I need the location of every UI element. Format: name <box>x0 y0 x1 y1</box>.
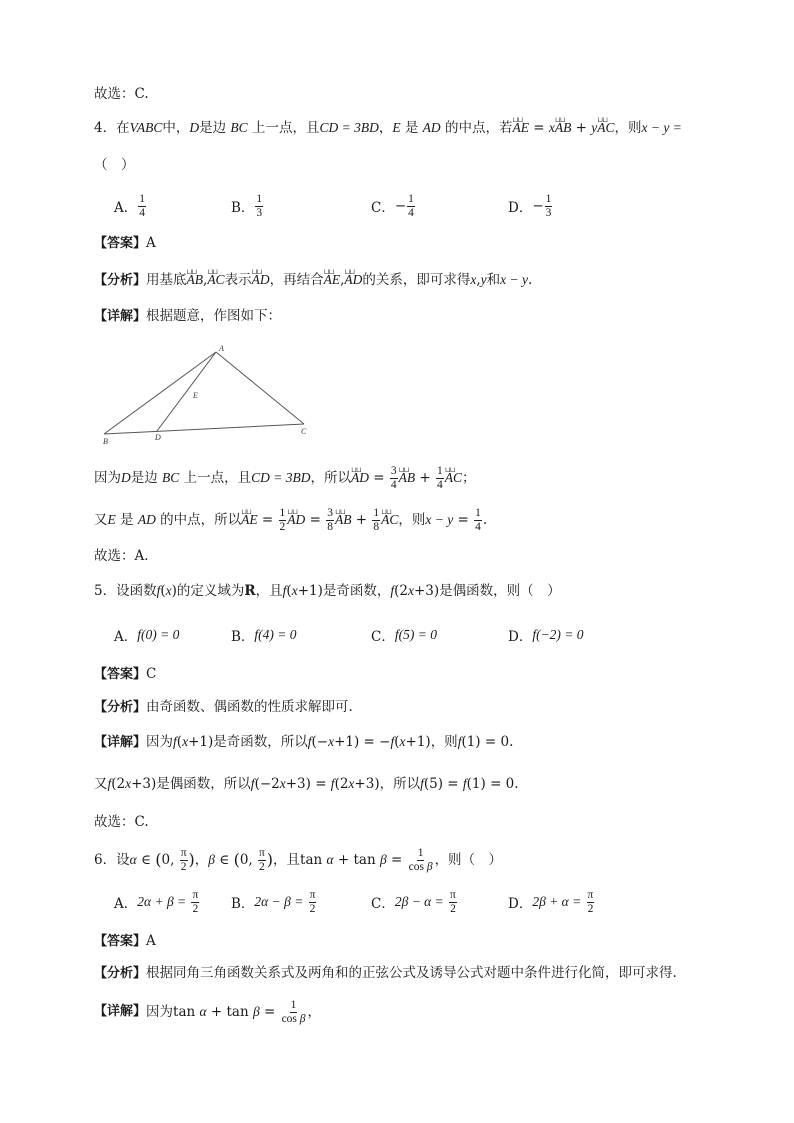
triangle-name: VABC <box>129 120 163 135</box>
q5-stem-text: ，且 <box>255 583 283 599</box>
q4-paren: （ ） <box>94 157 135 173</box>
label-a: A <box>219 344 224 353</box>
segment-ad <box>157 352 216 431</box>
q3-conclusion: 故选：C. <box>94 86 149 102</box>
option-letter: B． <box>231 200 255 216</box>
option-letter: B． <box>231 896 255 912</box>
q4-option-d <box>508 188 553 224</box>
q4-stem-text: ，则 <box>614 120 642 136</box>
q4-stem-text: 是 <box>404 120 419 136</box>
numerator: 1 <box>408 192 414 205</box>
label-b: B <box>103 437 108 446</box>
denominator: 3 <box>545 206 552 219</box>
q6-stem-text: ， <box>194 852 209 868</box>
option-expr: f(0) = 0 <box>137 627 180 642</box>
option-sign: − <box>532 198 544 214</box>
option-letter: B． <box>231 629 255 645</box>
edge-bc <box>104 424 304 434</box>
analysis-text: 表示 <box>224 272 252 288</box>
domain-r: R <box>244 583 256 599</box>
q4-option-b <box>231 188 264 224</box>
edge-ac <box>216 352 304 424</box>
answer-label: 【答案】 <box>94 934 147 949</box>
q4-conclusion: 故选：A. <box>94 548 149 564</box>
analysis-text: 由奇函数、偶函数的性质求解即可. <box>146 699 353 715</box>
detail-text: 的中点，所以 <box>160 512 242 528</box>
fraction <box>545 193 553 220</box>
q5-answer <box>94 664 156 685</box>
q4-stem-text: ， <box>378 120 393 136</box>
triangle-figure <box>94 340 324 450</box>
option-letter: C． <box>371 200 395 216</box>
q4-stem-text: 在 <box>116 120 130 136</box>
detail-text: 上一点，且 <box>183 470 252 486</box>
option-letter: A． <box>114 200 138 216</box>
answer-value: A <box>146 933 156 949</box>
q5-stem-text: 是偶函数，则（ ） <box>439 583 561 599</box>
edge-ba <box>104 352 216 434</box>
label-d: D <box>155 433 161 442</box>
q5-stem: 5．设函数f(x)的定义域为R，且f(x+1)是奇函数，f(2x+3)是偶函数，则（ ） <box>94 583 561 599</box>
option-letter: C． <box>371 896 395 912</box>
condition-cd: CD = 3BD <box>319 120 379 135</box>
var-d: D <box>189 120 200 135</box>
q4-detail <box>94 306 281 327</box>
q6-detail: 【详解】 因为 tan α + tan β = $\frac{1}{\text{cos β}}$ ， <box>94 998 322 1025</box>
numerator: 1 <box>545 192 552 205</box>
q4-number: 4． <box>94 120 117 136</box>
numerator: 1 <box>139 192 145 205</box>
q6-option-a: A． 2α + β = $\frac{\pi}{2}$ <box>114 888 199 915</box>
detail-text: 根据题意，作图如下： <box>146 308 282 324</box>
q4-option-a <box>114 188 147 224</box>
option-expr: f(−2) = 0 <box>532 627 584 642</box>
q4-answer <box>94 233 156 254</box>
detail-text: 是边 <box>130 470 158 486</box>
q6-option-b: B． 2α − β = $\frac{\pi}{2}$ <box>231 888 316 915</box>
fraction <box>255 193 263 220</box>
q5-stem-text: 的定义域为 <box>176 583 245 599</box>
answer-value: A <box>146 235 156 251</box>
detail-text: . <box>514 776 519 792</box>
detail-text: 是偶函数，所以 <box>156 776 251 792</box>
q6-number: 6． <box>94 852 117 868</box>
q6-stem-text: ，且 <box>273 852 301 868</box>
fraction <box>407 193 415 220</box>
answer-label: 【答案】 <box>94 667 147 682</box>
detail-text: 是奇函数，所以 <box>213 734 308 750</box>
option-expr: 2β − α = <box>394 894 444 909</box>
answer-label: 【答案】 <box>94 236 147 251</box>
q6-option-c: C． 2β − α = $\frac{\pi}{2}$ <box>371 888 456 915</box>
analysis-text: . <box>528 272 533 288</box>
q5-detail-line2: 又f(2x+3)是偶函数，所以f(−2x+3) = f(2x+3)，所以f(5) = f(1) = 0. <box>94 776 519 792</box>
q4-analysis: 【分析】用基底⊔⊔ AB,⊔⊔ AC表示⊔⊔ AD，再结合⊔⊔ AE,⊔⊔ AD的关系，即可求得x,y和x − y. <box>94 270 532 291</box>
detail-label: 【详解】 <box>94 309 147 324</box>
detail-label: 【详解】 <box>94 1004 147 1019</box>
q4-detail-line2: 又 E 是 AD 的中点，所以 ⊔⊔ AE = $\frac{1}{2}$ ⊔⊔ AD = $\frac{3}{8}$ ⊔⊔ AB + $\frac{1}{8}$ ⊔⊔ AC ，则 x − y = $\frac{1}{4}$ . <box>94 502 487 538</box>
option-expr: 2α − β = <box>254 894 304 909</box>
detail-label: 【详解】 <box>94 735 147 750</box>
q6-options <box>94 884 734 920</box>
detail-text: ，所以 <box>310 470 351 486</box>
analysis-text: 根据同角三角函数关系式及两角和的正弦公式及诱导公式对题中条件进行化简，即可求得. <box>146 965 677 981</box>
q4-stem-text: 上一点，且 <box>251 120 320 136</box>
analysis-text: ，再结合 <box>269 272 324 288</box>
option-letter: C． <box>371 629 395 645</box>
option-expr: f(5) = 0 <box>394 627 437 642</box>
detail-text: . <box>482 512 488 528</box>
detail-text: 又 <box>94 776 108 792</box>
q5-option-d <box>508 617 584 653</box>
var-bc: BC <box>230 120 248 135</box>
q4-detail-line1: 因为 D 是边 BC 上一点，且 CD = 3BD ，所以 ⊔⊔ AD = $\frac{3}{4}$ ⊔⊔ AB + $\frac{1}{4}$ ⊔⊔ AC ； <box>94 460 476 496</box>
q4-option-c <box>371 188 416 224</box>
q6-stem-text: ，则（ ） <box>434 852 503 868</box>
detail-text: 因为 <box>94 470 121 486</box>
answer-value: C <box>146 666 157 682</box>
q5-number: 5． <box>94 583 117 599</box>
analysis-label: 【分析】 <box>94 273 147 288</box>
q5-conclusion: 故选：C. <box>94 814 149 830</box>
detail-text: ，则 <box>398 512 426 528</box>
detail-text: 因为 <box>146 1004 174 1020</box>
detail-text: ，所以 <box>379 776 421 792</box>
q4-stem <box>94 118 682 138</box>
q5-option-a <box>114 617 179 653</box>
analysis-label: 【分析】 <box>94 966 147 981</box>
q5-detail: 【详解】因为f(x+1)是奇函数，所以f(−x+1) = −f(x+1)，则f(1) = 0. <box>94 734 514 750</box>
detail-text: ，则 <box>430 734 458 750</box>
numerator: 1 <box>256 192 263 205</box>
denominator: 4 <box>408 206 414 219</box>
q5-options <box>94 617 734 653</box>
fraction <box>138 193 146 220</box>
option-expr: f(4) = 0 <box>254 627 297 642</box>
q5-stem-text: 设函数 <box>116 583 157 599</box>
detail-text: . <box>509 734 514 750</box>
q6-stem: 6． 设 α ∈ ( 0, $\frac{\pi}{2}$ ) ， β ∈ ( 0, $\frac{\pi}{2}$ ) ，且 tan α + tan β = $\frac{1}{\text{cos β}}$ ，则（ ） <box>94 846 503 873</box>
option-sign: − <box>394 198 407 214</box>
denominator: 4 <box>139 206 145 219</box>
label-e: E <box>193 391 198 400</box>
option-expr: 2α + β = <box>137 894 187 909</box>
q6-stem-text: 设 <box>116 852 130 868</box>
var-e: E <box>392 120 401 135</box>
q5-option-b <box>231 617 297 653</box>
analysis-label: 【分析】 <box>94 700 147 715</box>
expr-x-minus-y: x − y = <box>641 120 682 135</box>
q4-stem-text: 的中点，若 <box>444 120 513 136</box>
option-letter: A． <box>114 629 138 645</box>
detail-text: 又 <box>94 512 108 528</box>
option-letter: A． <box>114 896 138 912</box>
q6-option-d: D． 2β + α = $\frac{\pi}{2}$ <box>508 888 594 915</box>
q4-stem-text: 是边 <box>199 120 227 136</box>
option-expr: 2β + α = <box>532 894 582 909</box>
q4-stem-text: 中， <box>162 120 190 136</box>
option-letter: D． <box>508 629 533 645</box>
analysis-text: 用基底 <box>146 272 187 288</box>
q6-answer <box>94 931 156 952</box>
var-ad: AD <box>422 120 441 135</box>
option-letter: D． <box>508 200 533 216</box>
detail-text: 因为 <box>146 734 174 750</box>
q5-option-c <box>371 617 437 653</box>
analysis-text: 和 <box>486 272 501 288</box>
q4-options <box>94 188 734 224</box>
q6-analysis <box>94 963 677 984</box>
vector-equation: ⊔⊔ AE = x⊔⊔ AB + y⊔⊔ AC <box>512 120 614 136</box>
detail-text: ； <box>462 470 476 486</box>
q5-analysis <box>94 697 353 718</box>
label-c: C <box>301 427 307 436</box>
detail-text: ， <box>307 1004 322 1020</box>
analysis-text: 的关系，即可求得 <box>362 272 471 288</box>
q5-stem-text: 是奇函数， <box>322 583 391 599</box>
option-letter: D． <box>508 896 533 912</box>
detail-text: 是 <box>120 512 134 528</box>
denominator: 3 <box>256 206 263 219</box>
